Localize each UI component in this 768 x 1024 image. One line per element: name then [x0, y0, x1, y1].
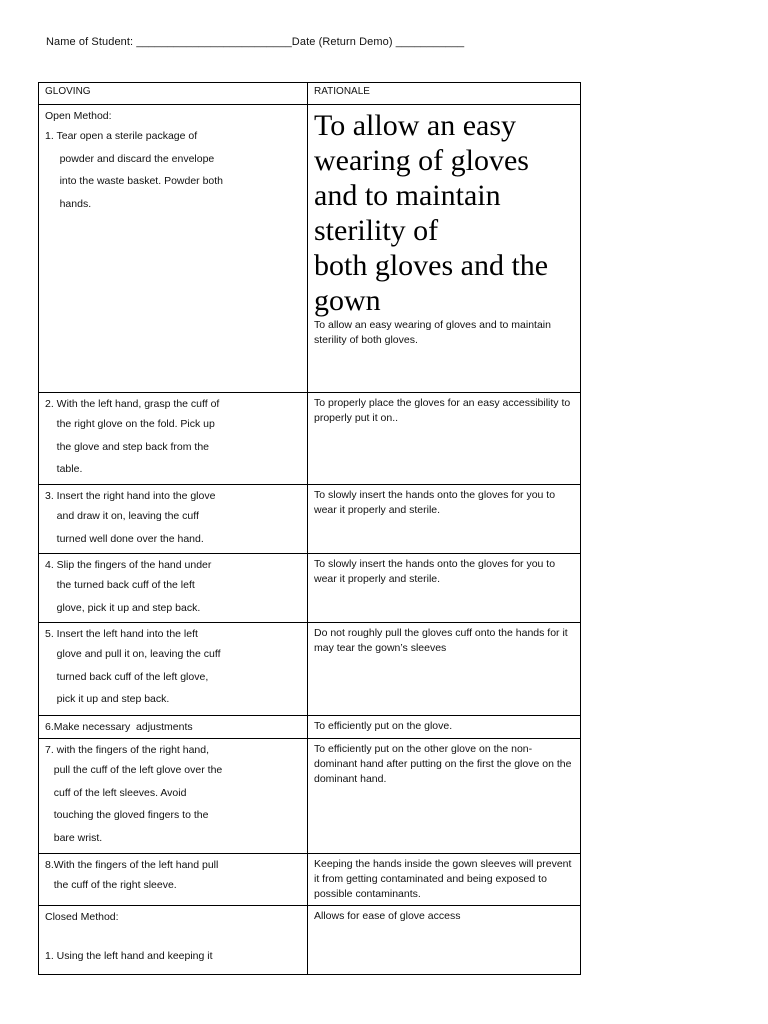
- gloving-step-cell: [39, 716, 308, 739]
- rationale-cell: [308, 105, 581, 393]
- step-line: 6.Make necessary adjustments: [45, 721, 193, 733]
- gloving-step-cell: [39, 906, 308, 975]
- table-row: [39, 739, 581, 854]
- table-row: [39, 623, 581, 716]
- step-line: the cuff of the right sleeve.: [45, 879, 177, 891]
- table-header-row: [39, 83, 581, 105]
- table-row: [39, 554, 581, 623]
- table-row: [39, 906, 581, 975]
- step-line: the glove and step back from the: [45, 440, 210, 453]
- step-line: pull the cuff of the left glove over the: [45, 764, 223, 776]
- step-line: and draw it on, leaving the cuff: [45, 510, 199, 522]
- table-row: [39, 716, 581, 739]
- section-title-closed-method: Closed Method:: [45, 911, 119, 923]
- gloving-checklist-table: [38, 82, 581, 975]
- column-header-rationale: RATIONALE: [308, 83, 581, 105]
- step-line: into the waste basket. Powder both: [45, 175, 224, 188]
- rationale-text: To properly place the gloves for an easy accessibility to properly put it on..: [314, 397, 571, 424]
- rationale-text: To slowly insert the hands onto the gloves for you to wear it properly and sterile.: [314, 558, 556, 585]
- section-title-open-method: Open Method:: [45, 110, 112, 122]
- rationale-text: Keeping the hands inside the gown sleeves will prevent it from getting contaminated and being exposed to possible contaminants.: [314, 858, 572, 900]
- step-line: hands.: [45, 198, 92, 211]
- step-line: 5. Insert the left hand into the left: [45, 628, 198, 640]
- table-row: [39, 105, 581, 393]
- step-line: turned well done over the hand.: [45, 532, 204, 545]
- rationale-cell: [308, 393, 581, 485]
- step-line: 4. Slip the fingers of the hand under: [45, 559, 212, 571]
- rationale-cell: [308, 554, 581, 623]
- step-line: the right glove on the fold. Pick up: [45, 418, 215, 430]
- rationale-text: Allows for ease of glove access: [314, 910, 461, 922]
- step-line: turned back cuff of the left glove,: [45, 670, 209, 683]
- rationale-cell: [308, 854, 581, 906]
- gloving-step-cell: [39, 623, 308, 716]
- rationale-cell: [308, 906, 581, 975]
- gloving-step-cell: [39, 739, 308, 854]
- rationale-text: Do not roughly pull the gloves cuff onto the hands for it may tear the gown’s sleeves: [314, 627, 568, 654]
- column-header-gloving: GLOVING: [39, 83, 308, 105]
- gloving-step-cell: [39, 554, 308, 623]
- step-line: 7. with the fingers of the right hand,: [45, 744, 210, 756]
- header-line: Name of Student: _________________________Date (Return Demo) ___________: [46, 36, 465, 48]
- rationale-text: To allow an easy wearing of gloves and to maintain sterility of both gloves.: [314, 319, 551, 346]
- step-line: 1. Tear open a sterile package of: [45, 130, 198, 142]
- step-line: the turned back cuff of the left: [45, 579, 195, 591]
- step-line: touching the gloved fingers to the: [45, 809, 209, 822]
- step-line: 2. With the left hand, grasp the cuff of: [45, 398, 220, 410]
- spacer: [45, 926, 301, 948]
- rationale-text: To slowly insert the hands onto the gloves for you to wear it properly and sterile.: [314, 489, 556, 516]
- step-line: 3. Insert the right hand into the glove: [45, 490, 216, 502]
- step-line: glove, pick it up and step back.: [45, 601, 201, 614]
- gloving-step-cell: [39, 485, 308, 554]
- step-line: 1. Using the left hand and keeping it: [45, 950, 213, 962]
- step-line: 8.With the fingers of the left hand pull: [45, 859, 219, 871]
- table-row: [39, 393, 581, 485]
- step-line: bare wrist.: [45, 832, 103, 845]
- rationale-text: To efficiently put on the glove.: [314, 720, 453, 732]
- gloving-step-cell: [39, 854, 308, 906]
- step-line: pick it up and step back.: [45, 693, 170, 706]
- step-line: powder and discard the envelope: [45, 152, 215, 165]
- table-row: [39, 854, 581, 906]
- gloving-step-cell: [39, 393, 308, 485]
- rationale-large-text: To allow an easy wearing of gloves and to maintain sterility of both gloves and the gown: [314, 109, 549, 317]
- rationale-cell: [308, 623, 581, 716]
- step-line: cuff of the left sleeves. Avoid: [45, 786, 187, 799]
- gloving-step-cell: [39, 105, 308, 393]
- rationale-cell: [308, 739, 581, 854]
- rationale-text: To efficiently put on the other glove on the non-dominant hand after putting on the first the glove on the dominant hand.: [314, 743, 572, 785]
- step-line: table.: [45, 463, 83, 476]
- step-line: glove and pull it on, leaving the cuff: [45, 648, 221, 660]
- table-row: [39, 485, 581, 554]
- rationale-cell: [308, 485, 581, 554]
- rationale-cell: [308, 716, 581, 739]
